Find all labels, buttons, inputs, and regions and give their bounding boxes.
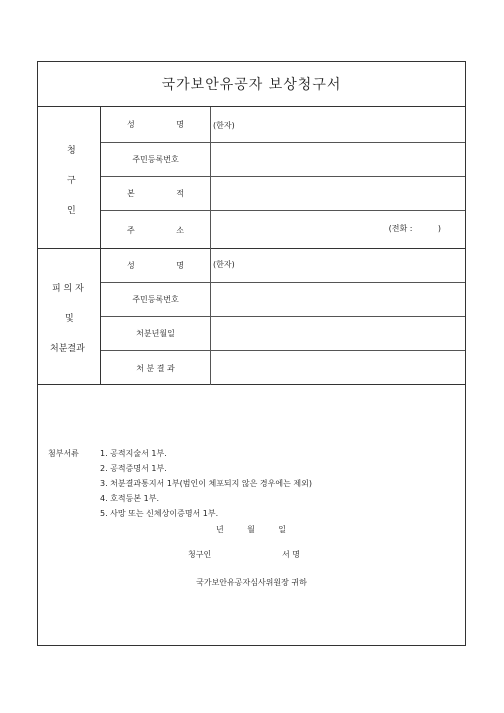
day-label: 일 — [278, 525, 286, 534]
label-part: 성 — [127, 261, 135, 270]
label-part: 적 — [176, 189, 184, 198]
attachment-item: 3. 처분결과통지서 1부(범인이 체포되지 않은 경우에는 제외) — [100, 479, 312, 488]
claimant-name-row — [101, 107, 465, 143]
claimant-label-char: 인 — [67, 206, 76, 216]
disposition-date-row — [101, 317, 465, 351]
label-part: 명 — [176, 261, 184, 270]
attachment-item: 1. 공적지술서 1부. — [100, 449, 167, 458]
attachment-item: 5. 사망 또는 신체상이증명서 1부. — [100, 509, 219, 518]
hanja-note: (한자) — [213, 121, 235, 130]
claimant-address-row — [101, 211, 465, 249]
disposition-result-label — [101, 351, 211, 385]
claimant-rrn-field[interactable] — [211, 143, 465, 176]
phone-note: (전화 : ) — [388, 224, 441, 233]
suspect-label-line: 처분결과 — [50, 344, 85, 354]
claimant-section — [38, 107, 465, 249]
attachments-area — [38, 385, 465, 647]
disposition-date-field[interactable] — [211, 317, 465, 350]
name-label — [101, 249, 211, 282]
label-part: 본 — [127, 189, 135, 198]
label-part: 주 — [127, 225, 135, 235]
label-part: 주민등록번호 — [132, 155, 179, 164]
hanja-note: (한자) — [213, 260, 235, 269]
claimant-domicile-row — [101, 177, 465, 211]
suspect-label-line: 및 — [65, 314, 74, 324]
domicile-label — [101, 177, 211, 210]
label-part: 명 — [176, 120, 184, 129]
disposition-date-label — [101, 317, 211, 350]
claimant-domicile-field[interactable] — [211, 177, 465, 210]
claimant-rrn-row — [101, 143, 465, 177]
rrn-label — [101, 283, 211, 316]
address-label — [101, 211, 211, 249]
claimant-label-char: 청 — [67, 146, 76, 156]
label-part: 주민등록번호 — [132, 295, 179, 304]
attachment-item: 4. 호적등본 1부. — [100, 494, 159, 503]
claimant-name-field[interactable] — [211, 107, 465, 142]
name-label — [101, 107, 211, 142]
year-label: 년 — [216, 525, 224, 534]
claim-form — [37, 61, 466, 646]
rrn-label — [101, 143, 211, 176]
disposition-result-row — [101, 351, 465, 385]
suspect-label-line: 피 의 자 — [52, 284, 84, 294]
suspect-section — [38, 249, 465, 385]
suspect-label — [38, 249, 101, 384]
signature-line — [188, 549, 300, 560]
attachments-label: 첨부서류 — [48, 449, 79, 458]
suspect-name-field[interactable] — [211, 249, 465, 282]
form-title: 국가보안유공자 보상청구서 — [38, 62, 465, 107]
suspect-rrn-row — [101, 283, 465, 317]
claimant-address-field[interactable] — [211, 211, 465, 249]
sign-label: 서 명 — [282, 550, 300, 559]
label-part: 소 — [176, 225, 184, 235]
recipient-line: 국가보안유공자심사위원장 귀하 — [196, 578, 307, 587]
attachment-item: 2. 공적증명서 1부. — [100, 464, 167, 473]
month-label: 월 — [247, 525, 255, 534]
suspect-name-row — [101, 249, 465, 283]
label-part: 성 — [127, 120, 135, 129]
claimant-label-char: 구 — [67, 176, 76, 186]
label-part: 처 분 결 과 — [136, 363, 175, 373]
attachments-items — [100, 446, 420, 521]
claimant-sign-label: 청구인 — [188, 550, 212, 559]
suspect-rrn-field[interactable] — [211, 283, 465, 316]
date-line — [216, 524, 286, 535]
label-part: 처분년월일 — [136, 329, 175, 338]
disposition-result-field[interactable] — [211, 351, 465, 385]
claimant-label — [38, 107, 101, 248]
